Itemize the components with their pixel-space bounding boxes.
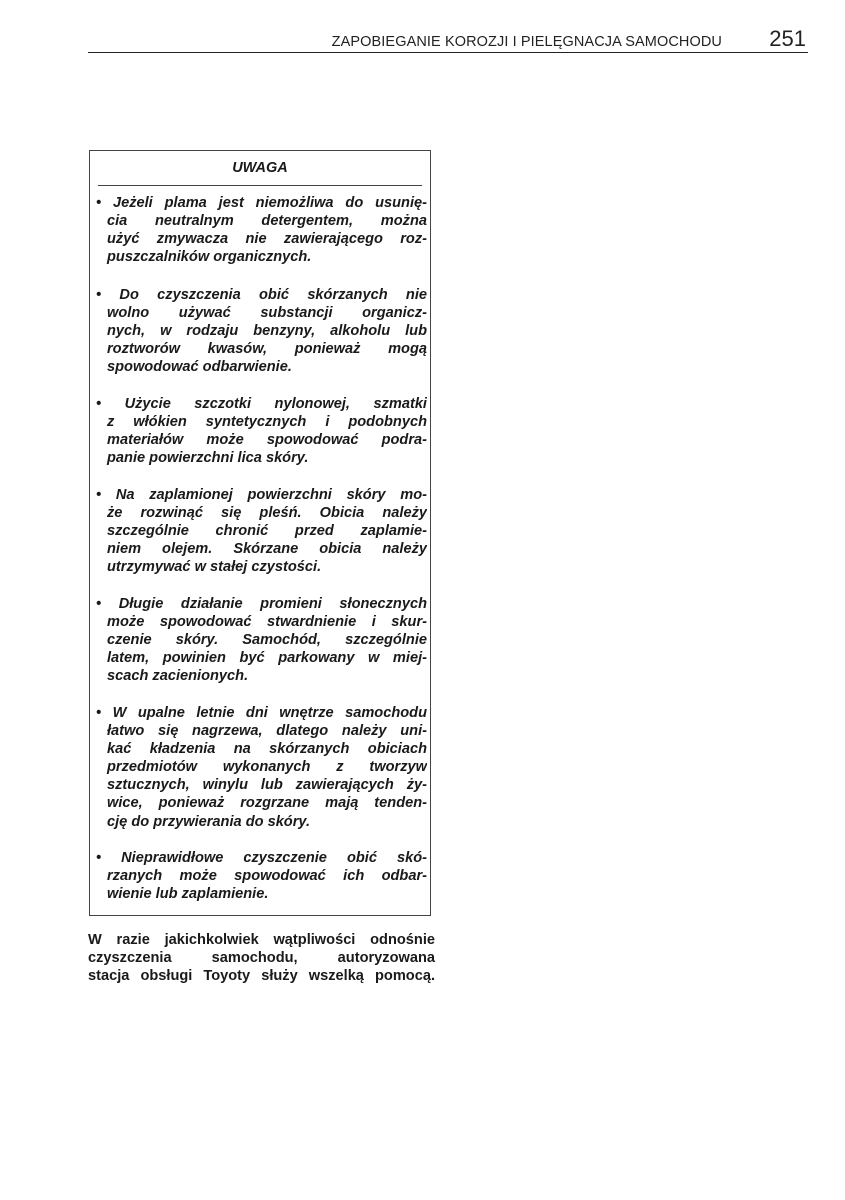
assistance-note (88, 931, 435, 986)
caution-box (89, 150, 431, 916)
caution-line: czenie skóry. Samochód, szczególnie (107, 632, 427, 649)
caution-line: wienie lub zaplamienie. (107, 886, 269, 903)
caution-line: sztucznych, winylu lub zawierających ży- (107, 777, 427, 794)
caution-line: scach zacienionych. (107, 668, 249, 685)
caution-item-4 (96, 486, 427, 576)
caution-line: materiałów może spowodować podra- (107, 432, 427, 449)
header-title: ZAPOBIEGANIE KOROZJI I PIELĘGNACJA SAMOCHODU (331, 34, 722, 50)
caution-title-divider (98, 185, 422, 186)
caution-item-1 (96, 194, 427, 266)
caution-line: • Nieprawidłowe czyszczenie obić skó- (96, 850, 427, 866)
caution-line: cję do przywierania do skóry. (107, 813, 311, 830)
caution-line: • Jeżeli plama jest niemożliwa do usunię- (96, 195, 427, 211)
caution-line: wice, ponieważ rozgrzane mają tenden- (107, 795, 427, 812)
caution-line: spowodować odbarwienie. (107, 359, 292, 376)
caution-item-3 (96, 395, 427, 467)
caution-line: puszczalników organicznych. (107, 249, 312, 266)
caution-line: latem, powinien być parkowany w miej- (107, 650, 427, 667)
caution-item-5 (96, 595, 427, 685)
caution-line: wolno używać substancji organicz- (107, 305, 427, 322)
page-header (88, 26, 808, 53)
caution-line: użyć zmywacza nie zawierającego roz- (107, 231, 427, 248)
caution-title: UWAGA (232, 160, 288, 176)
caution-item-2 (96, 286, 427, 376)
caution-line: kać kładzenia na skórzanych obiciach (107, 741, 427, 758)
caution-line: • Długie działanie promieni słonecznych (96, 596, 427, 612)
caution-line: nych, w rodzaju benzyny, alkoholu lub (107, 323, 427, 340)
page-number: 251 (769, 26, 806, 51)
caution-line: niem olejem. Skórzane obicia należy (107, 541, 427, 558)
caution-item-7 (96, 849, 427, 903)
caution-line: cia neutralnym detergentem, można (107, 213, 427, 230)
caution-line: łatwo się nagrzewa, dlatego należy uni- (107, 723, 427, 740)
caution-line: z włókien syntetycznych i podobnych (107, 414, 427, 431)
caution-line: szczególnie chronić przed zaplamie- (107, 523, 427, 540)
assistance-line: W razie jakichkolwiek wątpliwości odnośnie (88, 932, 435, 948)
caution-item-6 (96, 704, 427, 831)
caution-line: że rozwinąć się pleśń. Obicia należy (107, 505, 427, 522)
assistance-line: stacja obsługi Toyoty służy wszelką pomocą. (88, 968, 435, 985)
caution-line: utrzymywać w stałej czystości. (107, 559, 322, 576)
caution-line: może spowodować stwardnienie i skur- (107, 614, 427, 631)
assistance-line: czyszczenia samochodu, autoryzowana (88, 950, 435, 967)
caution-line: • Na zaplamionej powierzchni skóry mo- (96, 487, 427, 503)
caution-line: • W upalne letnie dni wnętrze samochodu (96, 705, 427, 721)
caution-line: panie powierzchni lica skóry. (107, 450, 309, 467)
caution-line: • Do czyszczenia obić skórzanych nie (96, 287, 427, 303)
caution-line: przedmiotów wykonanych z tworzyw (107, 759, 427, 776)
caution-line: rzanych może spowodować ich odbar- (107, 868, 427, 885)
caution-line: roztworów kwasów, ponieważ mogą (107, 341, 427, 358)
caution-line: • Użycie szczotki nylonowej, szmatki (96, 396, 427, 412)
